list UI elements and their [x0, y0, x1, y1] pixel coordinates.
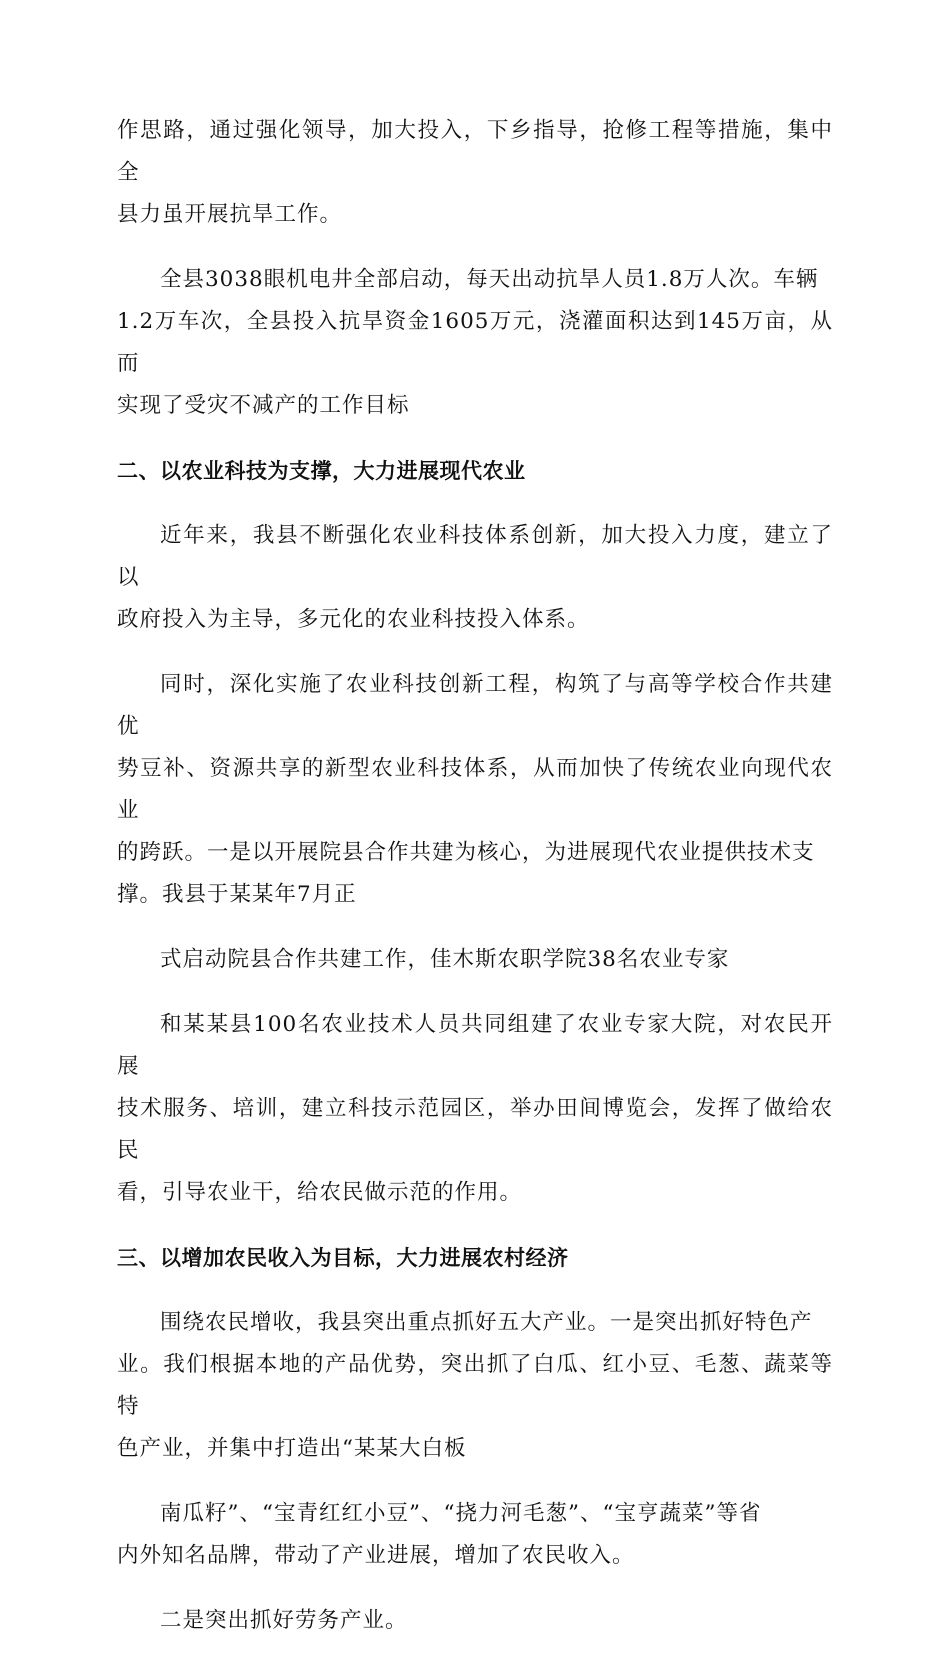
paragraph-drought-stats: 全县3038眼机电井全部启动，每天出动抗旱人员1.8万人次。车辆 1.2万车次，全县投入抗旱资金1605万元，浇灌面积达到145万亩，从而 实现了受灾不减产的工作目标: [117, 267, 833, 418]
paragraph-labor-industry: 二是突出抓好劳务产业。: [160, 1608, 408, 1633]
paragraph-tech-innovation: 同时，深化实施了农业科技创新工程，构筑了与高等学校合作共建优 势豆补、资源共享的新型农业科技体系，从而加快了传统农业向现代农业 的跨跃。一是以开展院县合作共建为核心，为进展现代农业提供技术支 撑。我县于某某年7月正: [117, 672, 833, 907]
paragraph-expert-compound: 和某某县100名农业技术人员共同组建了农业专家大院，对农民开展 技术服务、培训，建立科技示范园区，举办田间博览会，发挥了做给农民 看，引导农业干，给农民做示范的作用。: [117, 1012, 833, 1205]
paragraph-continued: 作思路，通过强化领导，加大投入，下乡指导，抢修工程等措施，集中全 县力虽开展抗旱工作。: [117, 118, 833, 227]
paragraph-industries: 围绕农民增收，我县突出重点抓好五大产业。一是突出抓好特色产 业。我们根据本地的产品优势，突出抓了白瓜、红小豆、毛葱、蔬菜等特 色产业，并集中打造出“某某大白板: [117, 1310, 833, 1461]
section-heading-3: 三、以增加农民收入为目标，大力进展农村经济: [117, 1246, 569, 1270]
paragraph-tech-system: 近年来，我县不断强化农业科技体系创新，加大投入力度，建立了以 政府投入为主导，多元化的农业科技投入体系。: [117, 523, 833, 632]
paragraph-brands: 南瓜籽”、“宝青红红小豆”、“挠力河毛葱”、“宝亨蔬菜”等省 内外知名品牌，带动了产业进展，增加了农民收入。: [117, 1501, 762, 1568]
paragraph-cooperation-start: 式启动院县合作共建工作，佳木斯农职学院38名农业专家: [160, 947, 730, 972]
document-body: [117, 110, 833, 1665]
section-heading-2: 二、以农业科技为支撑，大力进展现代农业: [117, 459, 526, 483]
